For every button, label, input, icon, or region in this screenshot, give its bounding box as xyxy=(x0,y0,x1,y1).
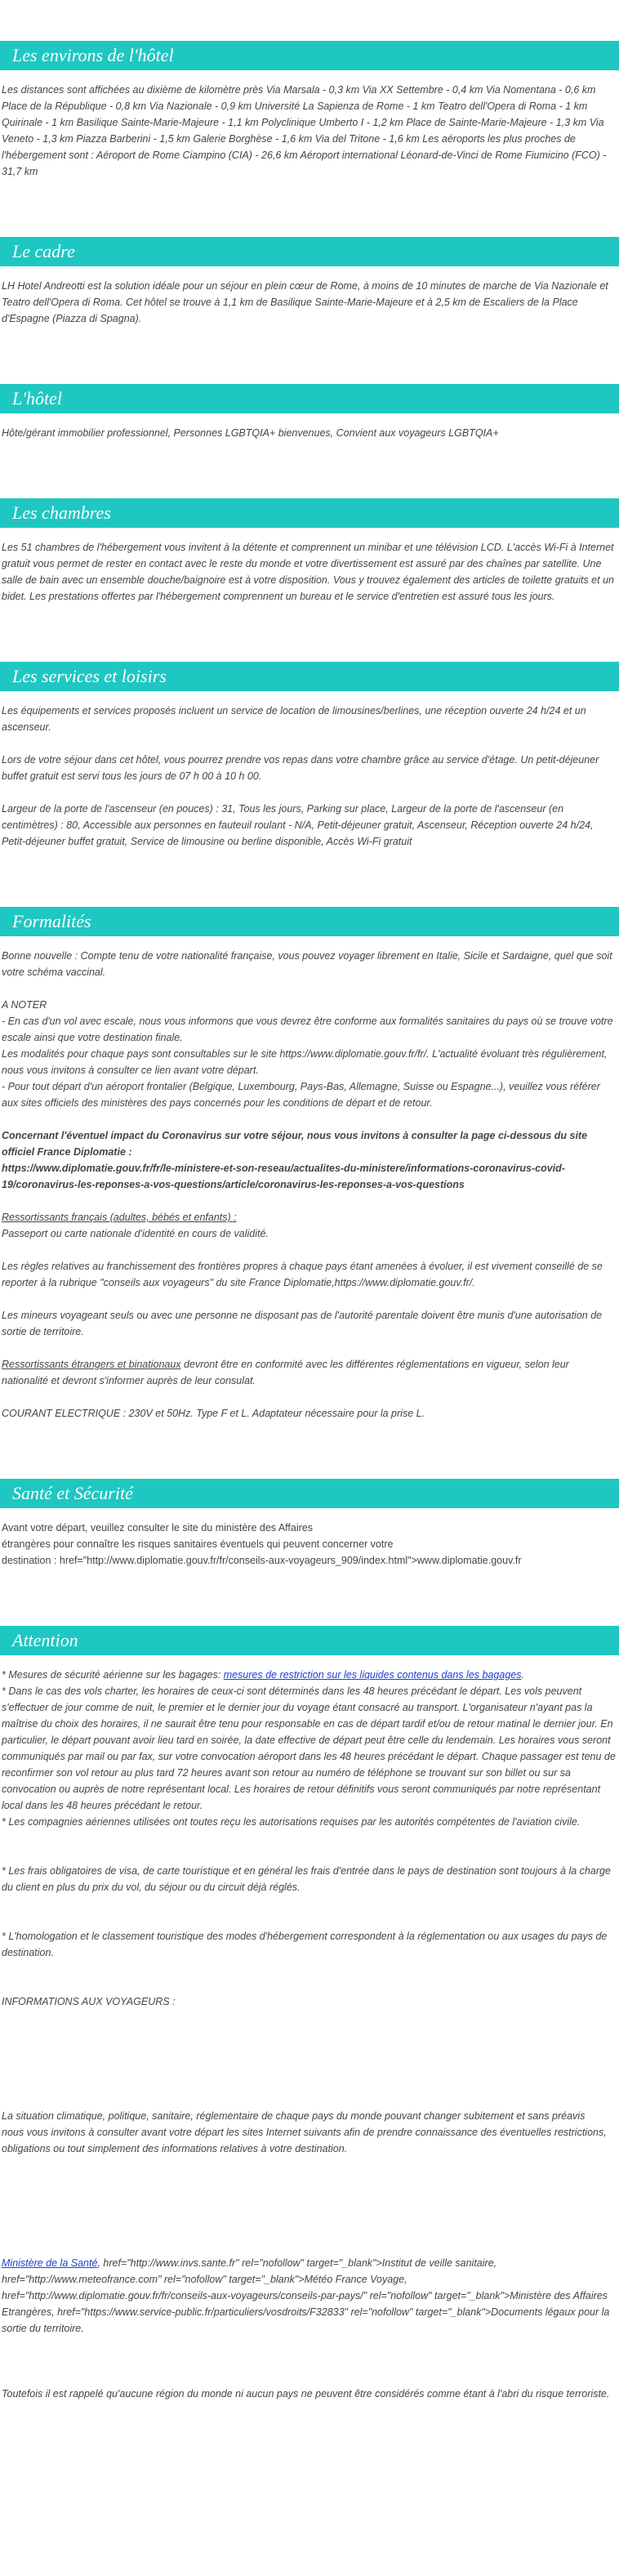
attention-bagages-prefix: * Mesures de sécurité aérienne sur les bagages: xyxy=(2,1669,224,1681)
attention-text-1 xyxy=(0,1667,619,1830)
formalites-etrangers-label: Ressortissants étrangers et binationaux xyxy=(2,1359,181,1370)
formalites-text-1: Bonne nouvelle : Compte tenu de votre nationalité française, vous pouvez voyager librement en Italie, Sicile et Sardaigne, quel que soit votre schéma vaccinal. xyxy=(2,950,616,978)
formalites-ressortissants-label: Ressortissants français (adultes, bébés et enfants) : xyxy=(2,1212,237,1223)
formalites-note: A NOTER - En cas d'un vol avec escale, nous vous informons que vous devrez être conforme aux formalités sanitaires du pays où se trouve votre escale ainsi que votre destination finale. Les modalités pour chaque pays sont consultables sur le site https://www.diplomatie.gouv.fr/fr/. L'actualité évoluant très régulièrement, nous vous invitons à consulter ce lien avant votre départ. - Pour tout départ d'un aéroport frontalier (Belgique, Luxembourg, Pays-Bas, Allemagne, Suisse ou Espagne...), veuillez vous référer aux sites officiels des ministères des pays concernés pour les conditions de départ et de retour. xyxy=(2,999,613,1109)
formalites-etrangers-text: devront être en conformité avec les différentes réglementations en vigueur, selon leur nationalité et devront s'informer auprès de leur consulat. xyxy=(2,1359,572,1386)
attention-text-2: * Les frais obligatoires de visa, de carte touristique et en général les frais d'entrée dans le pays de destination sont toujours à la charge du client en plus du prix du vol, du séjour ou du circuit déjà réglés. xyxy=(2,1865,614,1893)
section-hotel xyxy=(0,384,619,441)
attention-text-5: La situation climatique, politique, sanitaire, réglementaire de chaque pays du monde pouvant changer subitement et sans préavis nous vous invitons à consulter avant votre départ les sites Internet suivants afin de prendre connaissance des éventuelles restrictions, obligations ou tout simplement des informations relatives à votre destination. xyxy=(2,2110,607,2154)
services-text-2: Lors de votre séjour dans cet hôtel, vous pourrez prendre vos repas dans votre chambre grâce au service d'étage. Un petit-déjeuner buffet gratuit est servi tous les jours de 07 h 00 à 10 h 00. xyxy=(2,754,602,782)
cadre-text: LH Hotel Andreotti est la solution idéale pour un séjour en plein cœur de Rome, à moins de 10 minutes de marche de Via Nazionale et Teatro dell'Opera di Roma. Cet hôtel se trouve à 1,1 km de Basilique Sainte-Marie-Majeure et à 2,5 km de Escaliers de la Place d'Espagne (Piazza di Spagna). xyxy=(2,280,612,324)
section-title-sante: Santé et Sécurité xyxy=(0,1479,619,1508)
attention-terrorisme: Toutefois il est rappelé qu'aucune région du monde ni aucun pays ne peuvent être considérés comme étant à l'abri du risque terroriste. xyxy=(2,2388,610,2400)
formalites-mineurs: Les mineurs voyageant seuls ou avec une personne ne disposant pas de l'autorité parentale doivent être munis d'une autorisation de sortie de territoire. xyxy=(2,1310,605,1337)
section-services xyxy=(0,662,619,850)
section-formalites xyxy=(0,907,619,1422)
formalites-ressortissants-doc: Passeport ou carte nationale d'identité en cours de validité. xyxy=(2,1228,269,1239)
environs-text: Les distances sont affichées au dixième de kilomètre près Via Marsala - 0,3 km Via XX Settembre - 0,4 km Via Nomentana - 0,6 km Place de la République - 0,8 km Via Nazionale - 0,9 km Université La Sapienza de Rome - 1 km Teatro dell'Opera di Roma - 1 km Quirinale - 1 km Basilique Sainte-Marie-Majeure - 1,1 km Polyclinique Umberto I - 1,2 km Place de Sainte-Marie-Majeure - 1,3 km Via Veneto - 1,3 km Piazza Barberini - 1,5 km Galerie Borghèse - 1,6 km Via del Tritone - 1,6 km Les aéroports les plus proches de l'hébergement sont : Aéroport de Rome Ciampino (CIA) - 26,6 km Aéroport international Léonard-de-Vinci de Rome Fiumicino (FCO) - 31,7 km xyxy=(2,84,609,177)
attention-text-3: * L'homologation et le classement touristique des modes d'hébergement correspondent à la réglementation ou aux usages du pays de destination. xyxy=(2,1931,610,1958)
section-chambres xyxy=(0,498,619,605)
formalites-ressortissants-francais xyxy=(0,1209,619,1242)
section-title-cadre: Le cadre xyxy=(0,237,619,266)
formalites-courant: COURANT ELECTRIQUE : 230V et 50Hz. Type F et L. Adaptateur nécessaire pour la prise L. xyxy=(2,1408,425,1419)
ministere-sante-link[interactable]: Ministère de la Santé xyxy=(2,2257,98,2269)
section-title-formalites: Formalités xyxy=(0,907,619,936)
formalites-etrangers xyxy=(0,1356,619,1389)
formalites-coronavirus: Concernant l'éventuel impact du Coronavirus sur votre séjour, nous vous invitons à consulter la page ci-dessous du site officiel France Diplomatie : https://www.diplomatie.gouv.fr/fr/le-ministere-et-son-reseau/actualites-du-ministere/informations-coronavirus-covid-19/coronavirus-les-reponses-a-vos-questions/article/coronavirus-les-reponses-a-vos-questions xyxy=(2,1130,588,1190)
attention-links-text: , href="http://www.invs.sante.fr" rel="nofollow" target="_blank">Institut de veille sanitaire, href="http://www.meteofrance.com" rel="nofollow" target="_blank">Météo France Voyage, href="http://www.diplomatie.gouv.fr/fr/conseils-aux-voyageurs/conseils-par-pays/" rel="nofollow" target="_blank">Ministère des Affaires Etrangères, href="https://www.service-public.fr/particuliers/vosdroits/F32833" rel="nofollow" target="_blank">Documents légaux pour la sortie du territoire. xyxy=(2,2257,612,2334)
chambres-text: Les 51 chambres de l'hébergement vous invitent à la détente et comprennent un minibar et une télévision LCD. L'accès Wi-Fi à Internet gratuit vous permet de rester en contact avec le reste du monde et votre divertissement est assuré par des chaînes par satellite. Une salle de bain avec un ensemble douche/baignoire est à votre disposition. Vous y trouvez également des articles de toilette gratuits et un bidet. Les prestations offertes par l'hébergement comprennent un bureau et le service d'entretien est assuré tous les jours. xyxy=(2,542,617,602)
liquides-restriction-link[interactable]: mesures de restriction sur les liquides contenus dans les bagages xyxy=(223,1669,522,1681)
attention-infos-title: INFORMATIONS AUX VOYAGEURS : xyxy=(2,1996,176,2007)
attention-bagages-suffix: . xyxy=(521,1669,524,1681)
section-title-attention: Attention xyxy=(0,1626,619,1655)
section-sante xyxy=(0,1479,619,1569)
section-title-hotel: L'hôtel xyxy=(0,384,619,413)
attention-links xyxy=(0,2255,619,2337)
section-cadre xyxy=(0,237,619,327)
section-title-chambres: Les chambres xyxy=(0,498,619,528)
formalites-regles: Les règles relatives au franchissement des frontières propres à chaque pays étant amenées à évoluer, il est vivement conseillé de se reporter à la rubrique "conseils aux voyageurs" du site France Diplomatie,https://www.diplomatie.gouv.fr/. xyxy=(2,1261,606,1288)
sante-text: Avant votre départ, veuillez consulter le site du ministère des Affaires étrangères pour connaître les risques sanitaires éventuels qui peuvent concerner votre destination : href="http://www.diplomatie.gouv.fr/fr/conseils-aux-voyageurs_909/index.html">www.diplomatie.gouv.fr xyxy=(2,1522,522,1566)
section-environs xyxy=(0,41,619,180)
section-title-services: Les services et loisirs xyxy=(0,662,619,691)
services-text-1: Les équipements et services proposés incluent un service de location de limousines/berlines, une réception ouverte 24 h/24 et un ascenseur. xyxy=(2,705,590,733)
hotel-text: Hôte/gérant immobilier professionnel, Personnes LGBTQIA+ bienvenues, Convient aux voyageurs LGBTQIA+ xyxy=(2,427,499,439)
services-text-3: Largeur de la porte de l'ascenseur (en pouces) : 31, Tous les jours, Parking sur place, Largeur de la porte de l'ascenseur (en centimètres) : 80, Accessible aux personnes en fauteuil roulant - N/A, Petit-déjeuner gratuit, Ascenseur, Réception ouverte 24 h/24, Petit-déjeuner buffet gratuit, Service de limousine ou berline disponible, Accès Wi-Fi gratuit xyxy=(2,803,596,847)
section-attention xyxy=(0,1626,619,2402)
section-title-environs: Les environs de l'hôtel xyxy=(0,41,619,70)
attention-charter-text: * Dans le cas des vols charter, les horaires de ceux-ci sont déterminés dans les 48 heures précédant le départ. Les vols peuvent s'effectuer de jour comme de nuit, le premier et le dernier jour du voyage étant consacré au transport. L'organisateur n'ayant pas la maîtrise du choix des horaires, il ne saurait être tenu pour responsable en cas de départ tardif et/ou de retour matinal le dernier jour. En particulier, le départ pouvant avoir lieu tard en soirée, la date effective de départ peut être celle du lendemain. Les horaires vous seront communiqués par mail ou par fax, sur votre convocation aéroport dans les 48 heures précédant le départ. Chaque passager est tenu de reconfirmer son vol retour au plus tard 72 heures avant son retour au numéro de téléphone se trouvant sur son billet ou sur sa convocation ou auprès de notre représentant local. Les horaires de retour définitifs vous seront communiqués par notre représentant local dans les 48 heures précédant le retour. * Les compagnies aériennes utilisées ont toutes reçu les autorisations requises par les autorités compétentes de l'aviation civile. xyxy=(2,1685,616,1828)
